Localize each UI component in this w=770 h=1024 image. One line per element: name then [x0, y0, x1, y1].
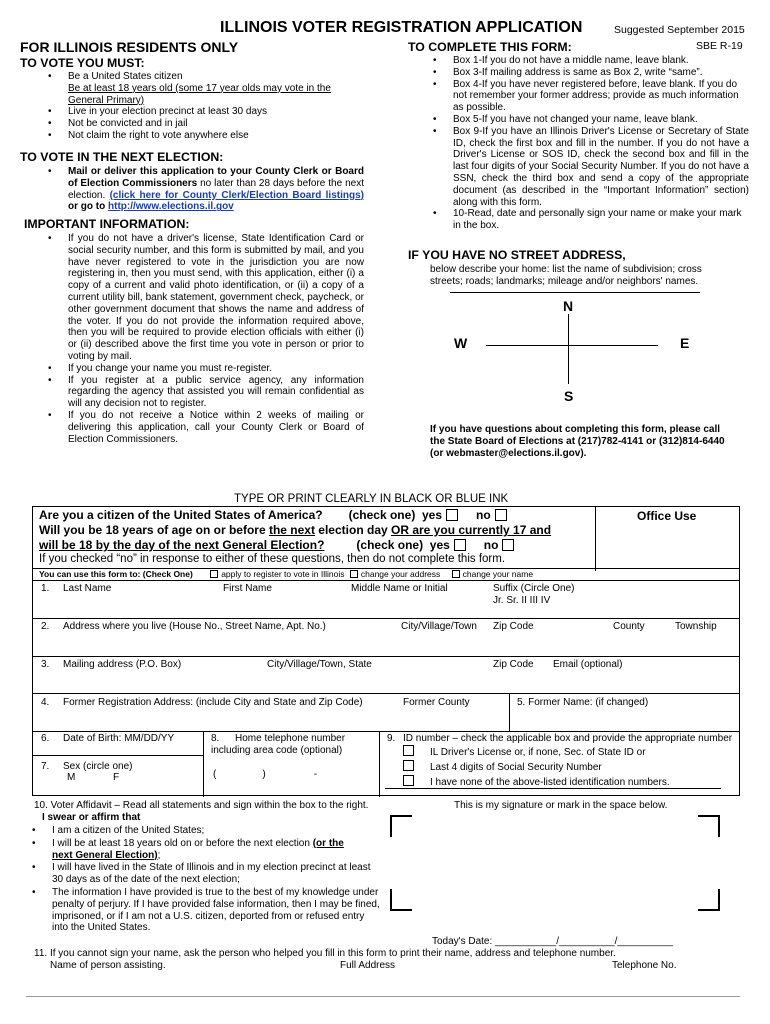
- form-code: SBE R-19: [696, 40, 743, 52]
- complete-list: [453, 55, 749, 232]
- elections-website-link[interactable]: http://www.elections.il.gov: [108, 201, 234, 213]
- ssn-checkbox[interactable]: [403, 760, 414, 771]
- list-item: • Box 3-If mailing address is same as Box 2, write “same”.: [453, 67, 749, 79]
- signature-box[interactable]: [390, 815, 720, 911]
- bottom-divider: [26, 996, 740, 997]
- office-use-label: Office Use: [637, 509, 697, 523]
- list-item: • Box 1-If you do not have a middle name, leave blank.: [453, 55, 749, 67]
- must-list: [68, 71, 368, 142]
- compass-diagram: [430, 290, 730, 410]
- county-field[interactable]: County: [613, 621, 645, 632]
- former-county-field[interactable]: Former County: [403, 697, 470, 708]
- register-checkbox[interactable]: [210, 570, 218, 578]
- affidavit-list: • I am a citizen of the United States; • I will be at least 18 years old on or before the next election (or the next General Election); • I will have lived in the State of Illinois and in my election precinct at least 30 days as of the date of the next election; • The information I have provided is true to the best of my knowledge under penalty of perjury. If I have provided false information, then I may be fined, imprisoned, or if I am not a U.S. citizen, deported from or refused entry into the United States.: [52, 825, 382, 934]
- form-title: ILLINOIS VOTER REGISTRATION APPLICATION: [220, 19, 583, 36]
- middle-name-field[interactable]: Middle Name or Initial: [351, 583, 448, 594]
- email-field[interactable]: Email (optional): [553, 659, 623, 670]
- suffix-field[interactable]: Suffix (Circle One): [493, 583, 575, 594]
- citizen-yes-checkbox[interactable]: [446, 509, 458, 521]
- residents-heading: FOR ILLINOIS RESIDENTS ONLY: [20, 39, 239, 55]
- county-clerk-link[interactable]: (click here for County Clerk/Election Board listings): [109, 189, 364, 201]
- list-item: • Box 4-If you have never registered before, leave blank. If you do not remember your former address; provide as much information as possible.: [453, 79, 749, 114]
- compass-south: S: [564, 388, 574, 404]
- township-field[interactable]: Township: [675, 621, 717, 632]
- assist-instructions: 11. If you cannot sign your name, ask the person who helped you fill in this form to print their name, address and telephone number.: [34, 948, 616, 959]
- former-address-field[interactable]: Former Registration Address: (include City and State and Zip Code): [63, 697, 363, 708]
- list-item: • 10-Read, date and personally sign your name or make your mark in the box.: [453, 208, 749, 232]
- drivers-license-checkbox[interactable]: [403, 745, 414, 756]
- list-item: • If you do not receive a Notice within 2 weeks of mailing or delivering this application, call your County Clerk or Board of Election Commissioners.: [68, 410, 364, 445]
- important-heading: IMPORTANT INFORMATION:: [24, 217, 190, 231]
- signature-label: This is my signature or mark in the space below.: [454, 800, 668, 811]
- list-item: • Not be convicted and in jail: [68, 118, 368, 130]
- list-item: • Not claim the right to vote anywhere else: [68, 130, 368, 142]
- complete-heading: TO COMPLETE THIS FORM:: [408, 40, 572, 54]
- assistant-phone-field[interactable]: Telephone No.: [612, 960, 677, 971]
- no-id-checkbox[interactable]: [403, 775, 414, 786]
- sex-m-option[interactable]: M: [67, 772, 76, 783]
- list-item: • If you change your name you must re-register.: [68, 363, 364, 375]
- mailing-zip-field[interactable]: Zip Code: [493, 659, 534, 670]
- assistant-name-field[interactable]: Name of person assisting.: [50, 960, 166, 971]
- eligibility-questions: Are you a citizen of the United States of America? (check one) yes no Will you be 18 years of age on or before the next election day OR are you currently 17 and will be 18 by the day of the next General Election? (check one) yes no If you checked “no” in response to either of these questions, then do not complete this form.: [39, 508, 552, 566]
- compass-east: E: [680, 335, 690, 351]
- list-item: • Box 9-If you have an Illinois Driver's License or Secretary of State ID, check the first box and fill in the number. If you do not have a Driver's License or SOS ID, check the second box and fill in the last four digits of your Social Security Number. If you do not have a SSN, check the third box and send a copy of the appropriate document (as described in the “Important Information” section) along with this form.: [453, 126, 749, 209]
- todays-date-field[interactable]: Today's Date: ___________/__________/__________: [432, 936, 674, 947]
- former-name-field[interactable]: 5. Former Name: (if changed): [517, 697, 649, 708]
- list-item: • Be a United States citizen Be at least 18 years old (some 17 year olds may vote in the General Primary): [68, 71, 368, 106]
- phone-field[interactable]: ( ) -: [213, 769, 318, 780]
- next-election-text: • Mail or deliver this application to your County Clerk or Board of Election Commissioners no later than 28 days before the next election. (click here for County Clerk/Election Board listings) or go to http://www.elections.il.gov: [68, 166, 364, 213]
- registration-form: Office Use Are you a citizen of the United States of America? (check one) yes no Will you be 18 years of age on or before the next election day OR are you currently 17 and will be 18 by the day of the next General Election? (check one) yes no If you checked “no” in response to either of these questions, then do not complete this form. You can use this form to: (Check One) apply to register to vote in Illinois change your address change your name 1. Last Name First Name Middle Name or Initial Suffix (Circle One) Jr. Sr. II III IV 2. Address where you live (House No., Street Name, Apt. No.) City/Village/Town Zip Code County Township 3. Mailing address (P.O. Box) City/Village/Town, State Zip Code Email (optional) 4. Former Registration Address: (include City and State and Zip Code) Former County 5. Former Name: (if changed) 6. Date of Birth: MM/DD/YY 7. Sex (circle one) M F 8. Home telephone number including area code (optional) ( ) - 9. ID number – check the applicable box and provide the appropriate number IL Driver's License or, if none, Sec. of State ID or Last 4 digits of Social Security Number I have none of the above-listed identification numbers.: [32, 506, 740, 796]
- must-heading: TO VOTE YOU MUST:: [20, 56, 145, 70]
- first-name-field[interactable]: First Name: [223, 583, 272, 594]
- affidavit-heading: 10. Voter Affidavit – Read all statements and sign within the box to the right.: [34, 800, 369, 811]
- compass-north: N: [563, 298, 574, 314]
- compass-west: W: [454, 335, 468, 351]
- sex-f-option[interactable]: F: [113, 772, 120, 783]
- type-print-notice: TYPE OR PRINT CLEARLY IN BLACK OR BLUE INK: [234, 493, 509, 505]
- age-no-checkbox[interactable]: [502, 539, 514, 551]
- list-item: • If you do not have a driver's license, State Identification Card or social security number, and this form is submitted by mail, and you have never registered to vote in the jurisdiction you are now registering in, then you must send, with this application, either (i) a copy of a current and valid photo identification, or (ii) a copy of a current utility bill, bank statement, government check, paycheck, or other government document that shows the name and address of the voter. If you do not provide the information required above, then you will be required to provide election officials with either (i) or (ii) described above the first time you vote in person or prior to voting by mail.: [68, 233, 364, 363]
- no-street-heading: IF YOU HAVE NO STREET ADDRESS,: [408, 248, 626, 262]
- age-yes-checkbox[interactable]: [454, 539, 466, 551]
- important-list: [68, 233, 364, 445]
- id-options: IL Driver's License or, if none, Sec. of State ID or Last 4 digits of Social Security Number I have none of the above-listed identification numbers.: [403, 745, 670, 788]
- change-name-checkbox[interactable]: [452, 570, 460, 578]
- change-address-checkbox[interactable]: [350, 570, 358, 578]
- use-form-row: You can use this form to: (Check One) apply to register to vote in Illinois change your address change your name: [39, 569, 534, 579]
- dob-field[interactable]: Date of Birth: MM/DD/YY: [63, 733, 175, 744]
- phone-label: Home telephone number: [235, 733, 346, 744]
- citizen-no-checkbox[interactable]: [495, 509, 507, 521]
- no-street-text: below describe your home: list the name of subdivision; cross streets; roads; landmarks; mileage and/or neighbors' names.: [430, 264, 702, 287]
- suggested-date: Suggested September 2015: [614, 24, 745, 36]
- list-item: • Box 5-If you have not changed your name, leave blank.: [453, 114, 749, 126]
- suffix-options: Jr. Sr. II III IV: [493, 595, 551, 606]
- sex-field: Sex (circle one): [63, 761, 133, 772]
- zip-field[interactable]: Zip Code: [493, 621, 534, 632]
- mailing-city-field[interactable]: City/Village/Town, State: [267, 659, 372, 670]
- list-item: • If you register at a public service agency, any information regarding the agency that assisted you will remain confidential as will any decision not to register.: [68, 375, 364, 410]
- questions-text: If you have questions about completing this form, please call the State Board of Elections at (217)782-4141 or (312)814-6440 (or webmaster@elections.il.gov).: [430, 424, 725, 459]
- assistant-address-field[interactable]: Full Address: [340, 960, 396, 971]
- next-election-heading: TO VOTE IN THE NEXT ELECTION:: [20, 150, 224, 164]
- id-number-label: ID number – check the applicable box and provide the appropriate number: [403, 733, 733, 744]
- last-name-field[interactable]: Last Name: [63, 583, 112, 594]
- home-address-field[interactable]: Address where you live (House No., Street Name, Apt. No.): [63, 621, 326, 632]
- city-field[interactable]: City/Village/Town: [401, 621, 477, 632]
- mailing-address-field[interactable]: Mailing address (P.O. Box): [63, 659, 182, 670]
- list-item: • Live in your election precinct at least 30 days: [68, 106, 368, 118]
